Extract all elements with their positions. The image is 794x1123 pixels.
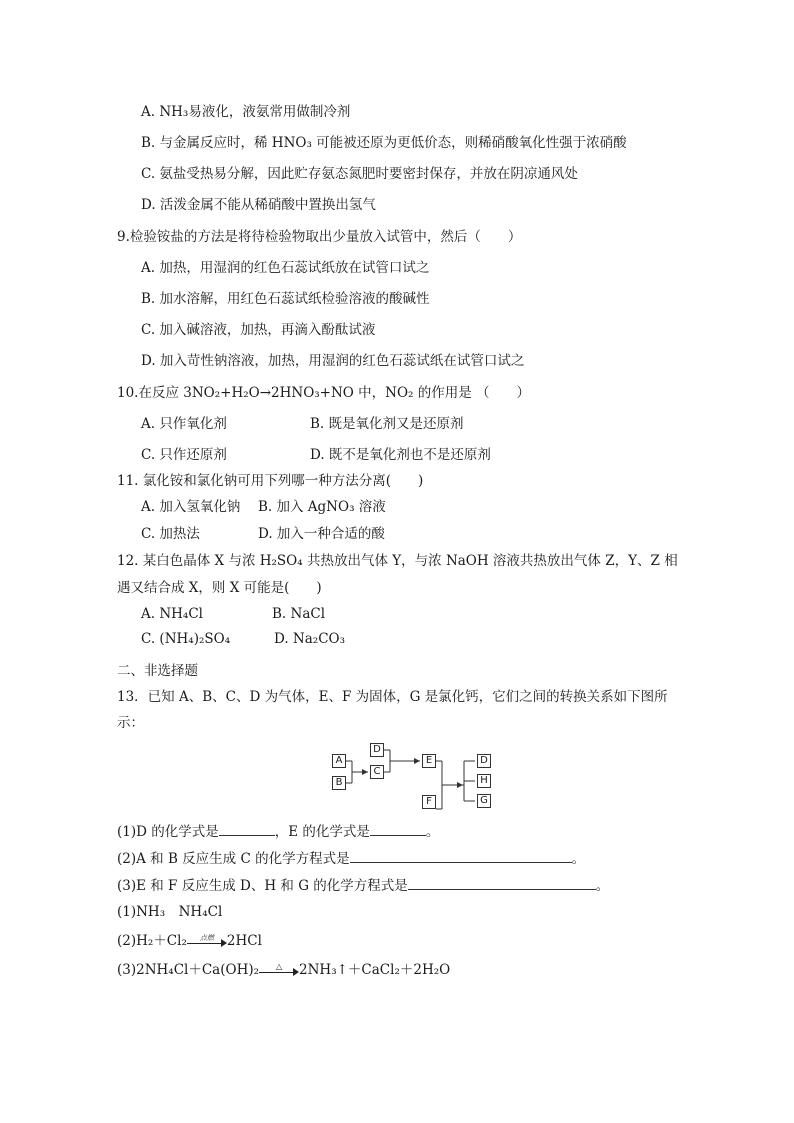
q10-stem: 10.在反应 3NO₂+H₂O→2HNO₃+NO 中，NO₂ 的作用是 （ ） [117, 385, 531, 401]
answer-1: (1)NH₃ NH₄Cl [117, 904, 223, 920]
transformation-diagram [328, 741, 496, 811]
q9-option-b: B. 加水溶解，用红色石蕊试纸检验溶液的酸碱性 [141, 291, 430, 307]
node-h: H [477, 774, 491, 788]
answer-2-reactants: (2)H₂＋Cl₂ [117, 933, 187, 949]
answer-3 [117, 961, 450, 979]
node-d-product: D [477, 754, 491, 768]
q9-option-a: A. 加热，用湿润的红色石蕊试纸放在试管口试之 [141, 260, 430, 276]
q13-stem-line1: 13．已知 A、B、C、D 为气体，E、F 为固体，G 是氯化钙，它们之间的转换关系如下图所 [117, 689, 668, 705]
q13-part1-text-b: ，E 的化学式是 [274, 824, 370, 840]
answer-3-reactants: (3)2NH₄Cl＋Ca(OH)₂ [117, 962, 260, 978]
q12-stem-line1: 12. 某白色晶体 X 与浓 H₂SO₄ 共热放出气体 Y，与浓 NaOH 溶液共热放出气体 Z，Y、Z 相 [117, 553, 678, 569]
q13-part1-text-a: (1)D 的化学式是 [117, 824, 219, 840]
q10-option-b: B. 既是氧化剂又是还原剂 [310, 416, 464, 432]
q13-part3 [117, 876, 609, 895]
q13-part3-text-b: 。 [595, 878, 610, 894]
q12-option-d: D. Na₂CO₃ [274, 631, 346, 647]
answer-2-products: 2HCl [226, 933, 262, 949]
q9-option-d: D. 加入苛性钠溶液，加热，用湿润的红色石蕊试纸在试管口试之 [141, 353, 525, 369]
node-g: G [477, 794, 491, 808]
node-d: D [370, 743, 384, 757]
q10-option-c: C. 只作还原剂 [141, 447, 227, 463]
q13-part3-text-a: (3)E 和 F 反应生成 D、H 和 G 的化学方程式是 [117, 878, 408, 894]
reaction-arrow-heat [259, 961, 299, 978]
answer-blank-equation-ab[interactable] [350, 849, 572, 863]
answer-blank-equation-ef[interactable] [408, 876, 596, 890]
q9-stem: 9.检验铵盐的方法是将待检验物取出少量放入试管中，然后（ ） [117, 229, 522, 245]
q8-option-a: A. NH₃易液化，液氨常用做制冷剂 [141, 104, 351, 120]
node-f: F [422, 795, 436, 809]
q12-option-c: C. (NH₄)₂SO₄ [141, 631, 231, 647]
node-c: C [370, 765, 384, 779]
q13-part2-text-b: 。 [571, 851, 586, 867]
answer-blank-e[interactable] [370, 822, 426, 836]
answer-3-products: 2NH₃↑＋CaCl₂＋2H₂O [299, 962, 451, 978]
diagram-connectors [328, 741, 496, 811]
q10-option-a: A. 只作氧化剂 [141, 416, 227, 432]
condition-ignite: 点燃 [199, 933, 214, 942]
q11-option-a: A. 加入氢氧化钠 [141, 499, 241, 515]
node-b: B [332, 776, 346, 790]
q12-stem-line2: 遇又结合成 X，则 X 可能是( ) [117, 580, 322, 596]
q11-stem: 11. 氯化铵和氯化钠可用下列哪一种方法分离( ) [117, 473, 424, 489]
section-heading: 二、非选择题 [117, 663, 198, 679]
q8-option-b: B. 与金属反应时，稀 HNO₃ 可能被还原为更低价态，则稀硝酸氧化性强于浓硝酸 [141, 135, 627, 151]
condition-heat: △ [275, 961, 283, 971]
q8-option-d: D. 活泼金属不能从稀硝酸中置换出氢气 [141, 197, 376, 213]
q10-option-d: D. 既不是氧化剂也不是还原剂 [310, 447, 491, 463]
node-e: E [422, 754, 436, 768]
answer-2 [117, 932, 262, 950]
q13-part2-text-a: (2)A 和 B 反应生成 C 的化学方程式是 [117, 851, 350, 867]
q12-option-b: B. NaCl [272, 606, 326, 622]
q13-stem-line2: 示： [117, 715, 144, 731]
q9-option-c: C. 加入碱溶液，加热，再滴入酚酞试液 [141, 322, 376, 338]
reaction-arrow-ignite [187, 935, 227, 949]
q13-part2 [117, 849, 585, 868]
q11-option-d: D. 加入一种合适的酸 [258, 526, 385, 542]
answer-blank-d[interactable] [219, 822, 275, 836]
q13-part1-text-c: 。 [425, 824, 440, 840]
q12-option-a: A. NH₄Cl [141, 606, 203, 622]
q8-option-c: C. 氨盐受热易分解，因此贮存氨态氮肥时要密封保存，并放在阴凉通风处 [141, 166, 578, 182]
q13-part1 [117, 822, 439, 841]
q11-option-c: C. 加热法 [141, 526, 200, 542]
q11-option-b: B. 加入 AgNO₃ 溶液 [258, 499, 386, 515]
node-a: A [332, 754, 346, 768]
